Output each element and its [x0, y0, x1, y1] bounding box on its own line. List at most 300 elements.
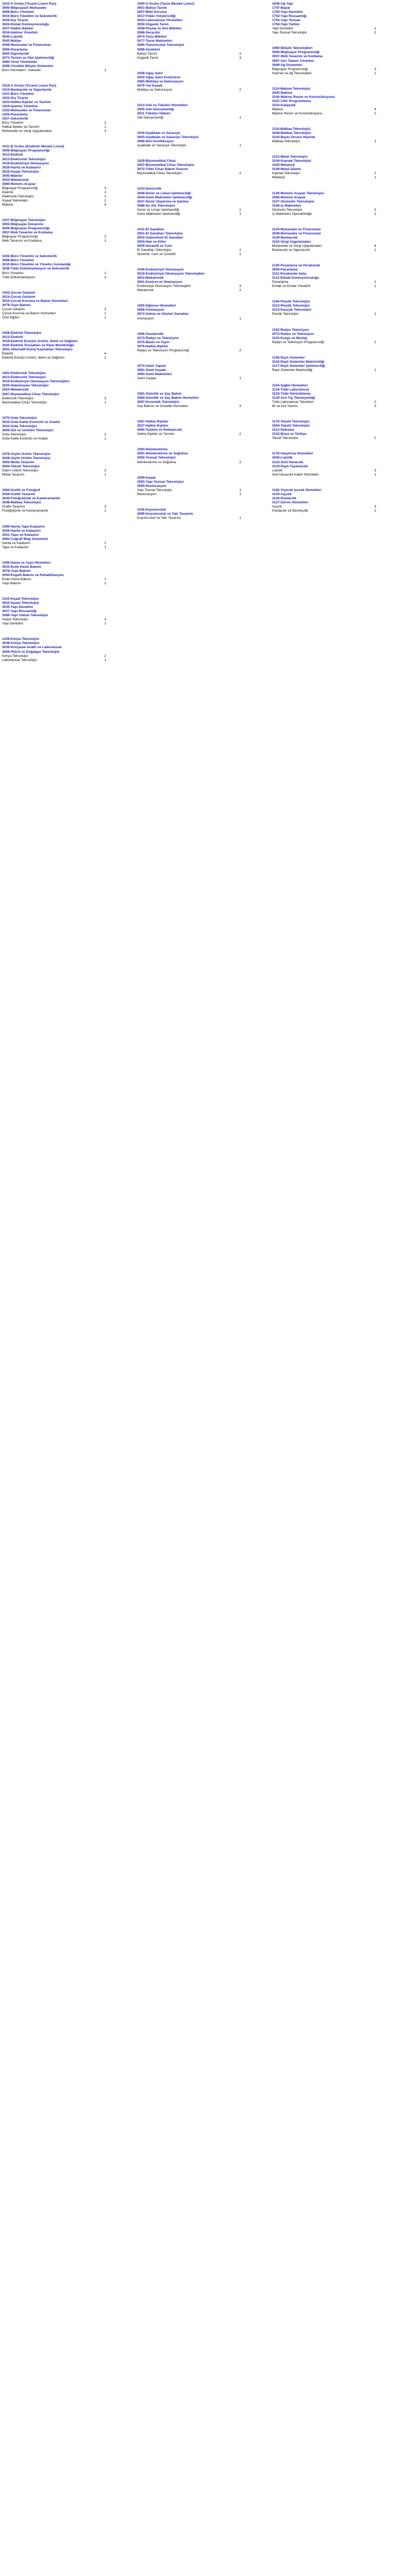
line-text: 3016-Dış Ticaret	[2, 19, 28, 23]
line-text: 3088-Su Altı Teknolojisi	[137, 204, 175, 208]
program-code-line	[2, 488, 133, 493]
program-code-line	[137, 400, 268, 404]
program-name-line	[2, 235, 133, 239]
line-text: 3013-Elektronik Teknolojisi	[2, 376, 46, 380]
program-block	[2, 84, 133, 134]
program-code-line	[2, 497, 133, 501]
line-text: 3116-Raylı Sistemler Makinistliği	[272, 360, 325, 364]
line-text: 3098-Yönetim Bilişim Sistemleri	[2, 64, 54, 68]
line-text: 1170-Tekstil Teknolojisi	[272, 420, 310, 424]
line-text: 3051-El Sanatları Teknolojisi	[137, 231, 183, 235]
program-code-line	[272, 240, 403, 244]
line-text: 3110-Vergi Uygulamaları	[272, 240, 311, 244]
line-text: 3123-Sivil Havacılık	[272, 460, 303, 464]
quota-count: 2	[239, 289, 241, 293]
line-text: 3048-Matbaa Teknolojisi	[272, 131, 311, 135]
quota-count: 1	[104, 436, 106, 440]
quota-count: 1	[104, 577, 106, 581]
line-text: Grafik Tasarımı	[2, 505, 25, 509]
program-code-line	[137, 392, 268, 396]
line-text: İş Makineleri Operatörlüğü	[272, 212, 312, 216]
quota-count: 1	[104, 239, 106, 243]
program-code-line	[2, 650, 133, 654]
program-code-line	[2, 27, 133, 31]
program-name-line	[2, 312, 133, 316]
program-code-line	[272, 135, 403, 140]
program-code-line	[2, 43, 133, 47]
quota-count: 1	[374, 312, 376, 316]
program-code-line	[137, 135, 268, 140]
program-code-line	[137, 200, 268, 204]
line-text: 3043-Laboratuvar Hizmetleri	[137, 19, 183, 23]
program-code-line	[272, 50, 403, 55]
program-code-line	[137, 19, 268, 23]
program-name-line	[2, 195, 133, 199]
line-text: 3107-Otomotiv Teknolojisi	[272, 199, 314, 204]
line-text: 3049-Muhasebe ve Finansman	[272, 231, 321, 235]
line-text: Makine	[2, 203, 13, 207]
program-code-line	[2, 561, 133, 565]
line-text: 1014-Aile ve Tüketici Hizmetleri	[137, 103, 188, 107]
line-text: Organik Tarım	[137, 56, 159, 60]
line-text: Gıda Teknolojisi	[2, 432, 26, 436]
program-code-line	[272, 236, 403, 240]
quota-count: 1	[104, 545, 106, 549]
program-name-line	[2, 437, 133, 441]
line-text: 3025-Haberleşme Teknolojisi	[2, 384, 49, 388]
program-code-line	[2, 331, 133, 335]
program-name-line	[272, 176, 403, 180]
program-block	[2, 2, 133, 73]
quota-count: 1	[239, 488, 241, 492]
program-name-line	[2, 352, 133, 356]
line-text: 3008-Büro Yönetimi	[2, 259, 34, 263]
program-code-line	[137, 108, 268, 112]
line-text: Kimya Teknolojisi	[2, 654, 28, 658]
program-code-line	[2, 259, 133, 263]
program-name-line	[2, 129, 133, 133]
line-text: 1049-Endüstriyel Otomasyon	[137, 268, 184, 272]
line-text: İklimlendirme ve Soğutma	[137, 460, 176, 464]
program-code-line	[137, 43, 268, 47]
program-code-line	[2, 39, 133, 43]
program-code-line	[272, 19, 403, 23]
program-code-line	[272, 388, 403, 392]
line-text: 3125-Aşçılık	[272, 492, 292, 496]
quota-count: 1	[239, 516, 241, 520]
line-text: 1052-Çocuk Gelişimi	[2, 291, 36, 295]
line-text: 3064-Tekstil Teknolojisi	[272, 424, 310, 428]
line-text: 1146-Plastik Teknolojisi	[272, 300, 310, 304]
line-text: 3012-Elektrik	[2, 153, 23, 157]
line-text: 3118-Tıbbi Laboratuvar	[272, 387, 310, 392]
line-text: 1019-Bankacılık ve Sigortacılık	[2, 88, 52, 92]
line-text: 3002-Ağaç İşleri Endüstrisi	[137, 75, 181, 79]
program-name-line	[272, 280, 403, 284]
program-code-line	[2, 166, 133, 170]
program-code-line	[2, 64, 133, 69]
line-text: 3104-Kaynak Teknolojisi	[272, 159, 312, 163]
program-block	[272, 488, 403, 513]
line-text: 1008-Ağaç İşleri	[137, 71, 163, 75]
program-code-line	[2, 218, 133, 223]
line-text: 3093-Yapı Tesisat Teknolojisi	[137, 480, 184, 484]
line-text: 3084-Güzellik ve Saç Bakım Hizmetleri	[137, 396, 199, 400]
quota-count: 2	[104, 541, 106, 545]
quota-count: 3	[374, 404, 376, 409]
program-block	[137, 104, 268, 120]
line-text: 3058-Peyzaj ve Süs Bitkileri	[137, 27, 182, 31]
quota-count: 2	[104, 432, 106, 436]
program-block	[272, 328, 403, 345]
program-code-line	[272, 59, 403, 63]
program-code-line	[2, 35, 133, 39]
quota-count: 1	[374, 284, 376, 289]
line-text: 3075-Basın ve Yayın	[137, 340, 169, 344]
line-text: 3019-Endüstriyel Otomasyon Teknolojileri	[137, 272, 205, 276]
line-text: 3077-Tarım Makineleri	[137, 39, 173, 43]
program-name-line	[272, 72, 403, 76]
program-name-line	[2, 541, 133, 546]
line-text: 3032-İnşaat Teknolojisi	[2, 170, 39, 174]
program-name-line	[2, 187, 133, 191]
program-code-line	[2, 145, 133, 149]
program-code-line	[137, 476, 268, 480]
line-text: 1021-Büro Yönetimi	[2, 92, 34, 96]
program-block	[137, 420, 268, 436]
program-name-line	[272, 469, 403, 473]
program-block	[272, 155, 403, 180]
quota-count: 1	[104, 509, 106, 513]
program-name-line	[272, 27, 403, 31]
line-text: 3096-Kuyumculuk ve Takı Tasarımı	[137, 512, 193, 516]
program-code-line	[2, 573, 133, 578]
quota-count: 3	[104, 129, 106, 133]
program-code-line	[272, 159, 403, 163]
program-code-line	[272, 2, 403, 6]
program-block	[137, 332, 268, 353]
quota-count: 4	[104, 352, 106, 356]
program-code-line	[2, 303, 133, 308]
program-name-line	[2, 191, 133, 195]
line-text: 1158-Raylı Sistemler	[272, 355, 305, 360]
quota-count: 3	[104, 186, 106, 190]
line-text: Büro Hizmetleri / Sekreter	[2, 68, 41, 72]
program-name-line	[137, 349, 268, 353]
program-code-line	[137, 204, 268, 208]
program-code-line	[272, 131, 403, 135]
program-name-line	[137, 284, 268, 289]
quota-count: 3	[374, 468, 376, 472]
program-code-line	[272, 6, 403, 10]
line-text: Ayakkabı ve Saraciye Teknolojisi	[137, 144, 186, 148]
program-name-line	[2, 546, 133, 550]
line-text: Biyomedikal Cihaz Teknolojisi	[137, 172, 182, 176]
line-text: 3095-Restorasyon	[137, 484, 166, 488]
program-name-line	[137, 289, 268, 293]
line-text: İnşaat Teknolojisi	[2, 618, 28, 622]
program-code-line	[2, 537, 133, 541]
program-code-line	[2, 60, 133, 64]
line-text: 1016-Ayakkabı ve Saraciye	[137, 131, 180, 135]
line-text: 3082-Coğrafi Bilgi Sistemleri	[2, 537, 48, 541]
line-text: 3121-Dokuma	[272, 428, 294, 432]
line-text: 3100-Makine Resim ve Konstrüksiyonu	[272, 95, 335, 99]
quota-count: 1	[374, 509, 376, 513]
line-text: Pastacılık ve Ekmekçilik	[272, 509, 309, 513]
program-code-line	[272, 87, 403, 91]
program-code-line	[2, 100, 133, 105]
line-text: 3102-Kalıpçılık	[272, 103, 296, 107]
line-text: 3057-Web Tasarımı ve Kodlama	[2, 231, 53, 235]
program-name-line	[2, 618, 133, 622]
line-text: 3079-Yat İnşaatı	[137, 83, 163, 88]
program-name-line	[137, 377, 268, 381]
program-name-line	[272, 404, 403, 409]
program-code-line	[272, 228, 403, 232]
program-name-line	[137, 461, 268, 465]
line-text: El Sanatları Teknolojisi	[137, 248, 172, 252]
line-text: Elektrik Enerjisi Üretim, İletim ve Dağıtımı	[2, 356, 65, 360]
program-code-line	[2, 601, 133, 605]
line-text: 3013-Elektronik Teknolojisi	[2, 157, 46, 161]
program-code-line	[137, 512, 268, 516]
program-code-line	[272, 432, 403, 436]
program-code-line	[137, 6, 268, 10]
line-text: 3040-Lojistik	[2, 35, 23, 39]
program-name-line	[2, 658, 133, 663]
quota-count: 3	[239, 404, 241, 409]
line-text: 3009-Deniz ve Liman İşletmeciliği	[137, 191, 191, 195]
program-code-line	[2, 641, 133, 646]
line-text: Elektronik Teknolojisi	[2, 396, 34, 400]
program-block	[272, 87, 403, 116]
program-code-line	[137, 159, 268, 163]
program-name-line	[272, 473, 403, 477]
program-code-line	[137, 372, 268, 377]
line-text: 3019-Endüstriyel Otomasyon Teknolojileri	[2, 380, 70, 384]
program-code-line	[137, 39, 268, 43]
program-code-line	[2, 525, 133, 529]
line-text: 3056-Petrol ve Doğalgaz Teknolojisi	[2, 650, 60, 654]
line-text: Makine	[272, 107, 283, 111]
line-text: Radyo ve Televizyon Programcılığı	[137, 348, 190, 352]
line-text: Tapu ve Kadastro	[2, 545, 29, 549]
program-name-line	[272, 208, 403, 212]
program-code-line	[2, 299, 133, 303]
column-middle	[137, 2, 268, 532]
program-code-line	[137, 131, 268, 135]
line-text: Pazarlama	[272, 280, 289, 284]
line-text: 3067-Biyomedikal Cihaz Teknolojisi	[2, 392, 59, 396]
program-code-line	[137, 341, 268, 345]
line-text: 3069-Deri Konfeksiyon	[137, 140, 174, 144]
program-name-line	[272, 505, 403, 509]
program-code-line	[137, 268, 268, 272]
program-code-line	[2, 31, 133, 35]
line-text: 3089-Zootekni	[137, 47, 160, 52]
program-code-line	[2, 105, 133, 109]
line-text: 1122-Metal Teknolojisi	[272, 155, 308, 159]
line-text: Matbaa Teknolojisi	[272, 140, 300, 144]
quota-count: 3	[239, 284, 241, 289]
quota-count: 2	[374, 248, 376, 252]
line-text: 3117-Raylı Sistemler İşletmeciliği	[272, 364, 326, 368]
line-text: 3010-Büro Yönetimi ve Sekreterlik	[2, 14, 57, 19]
program-block	[2, 371, 133, 404]
line-text: 1081-Güzellik ve Saç Bakım	[137, 392, 182, 396]
line-text: 3040-Lojistik	[272, 456, 293, 460]
quota-count: 3	[104, 396, 106, 400]
line-text: 3065-Mobilya ve Dekorasyon	[137, 79, 184, 83]
program-code-line	[137, 167, 268, 172]
line-text: 3083-Gemi Makineleri	[137, 372, 172, 376]
program-name-line	[272, 31, 403, 35]
line-text: 3012-Elektrik	[2, 335, 23, 339]
line-text: Yapı Tesisat Teknolojisi	[137, 488, 172, 492]
program-name-line	[272, 172, 403, 176]
program-code-line	[137, 35, 268, 39]
line-text: 3080-Yerel Yönetimler	[2, 60, 38, 64]
line-text: 1023-Halkla İlişkiler ve Tanıtım	[2, 100, 51, 104]
line-text: 3103-Baskı Öncesi Hazırlık	[272, 135, 315, 140]
line-text: Elektronik Teknolojisi	[2, 194, 34, 198]
line-text: 1037-Bilgisayar Teknolojisi	[2, 218, 46, 223]
program-name-line	[272, 67, 403, 72]
program-code-line	[272, 501, 403, 505]
line-text: Tıbbi Laboratuvar Teknikleri	[272, 400, 314, 404]
program-code-line	[272, 46, 403, 50]
quota-count: 1	[104, 658, 106, 662]
program-code-line	[137, 84, 268, 88]
line-text: Yapı Tesisat Teknolojisi	[272, 31, 307, 35]
program-code-line	[137, 345, 268, 349]
program-code-line	[137, 187, 268, 191]
program-name-line	[272, 312, 403, 316]
program-name-line	[137, 212, 268, 216]
quota-count: 2	[239, 52, 241, 56]
program-code-line	[137, 272, 268, 276]
program-block	[137, 2, 268, 60]
line-text: Aile Danışmanlığı	[137, 116, 164, 120]
quota-count: 3	[374, 67, 376, 71]
line-text: Muhasebe ve Vergi Uygulamaları	[272, 244, 323, 248]
line-text: 3005-Aile Danışmanlığı	[137, 107, 174, 111]
quota-count: 1	[104, 125, 106, 129]
program-code-line	[2, 335, 133, 340]
line-text: Yapı Denetimi	[272, 27, 293, 31]
quota-count: 2	[104, 190, 106, 194]
program-code-line	[2, 182, 133, 187]
program-code-line	[137, 31, 268, 35]
line-text: 3027-Halkla İlişkiler	[2, 27, 33, 31]
line-text: Seramik, Cam ve Çinicilik	[137, 252, 176, 257]
program-block	[137, 228, 268, 257]
line-text: 3055-Pazarlama	[272, 268, 298, 272]
line-text: Çocuk Koruma ve Bakım Hizmetleri	[2, 311, 56, 315]
line-text: İnternet ve Ağ Teknolojileri	[272, 71, 312, 75]
line-text: 1055-Eğlence Hizmetleri	[137, 304, 176, 308]
quota-count: 3	[104, 618, 106, 622]
line-text: 1027-Sekreterlik	[2, 117, 28, 121]
program-block	[137, 268, 268, 293]
program-code-line	[137, 452, 268, 456]
program-name-line	[137, 252, 268, 257]
line-text: 3086-Yapı Yalıtım Teknolojisi	[2, 614, 48, 618]
program-code-line	[2, 609, 133, 614]
line-text: Moda Tasarımı	[2, 473, 25, 477]
line-text: 1040-Ağ Yapı	[272, 2, 293, 6]
quota-count: 1	[104, 473, 106, 477]
program-code-line	[2, 605, 133, 609]
quota-count: 1	[374, 176, 376, 180]
line-text: 3035-Yapı Denetimi	[2, 605, 33, 609]
quota-count: 2	[104, 582, 106, 586]
program-code-line	[272, 95, 403, 99]
program-block	[272, 384, 403, 409]
line-text: 3046-Süt ve Ürünleri Teknolojisi	[2, 428, 54, 432]
line-text: Halkla İlişkiler ve Tanıtım	[2, 125, 40, 129]
line-text: 3067-Biyomedikal Cihaz Teknolojisi	[137, 163, 194, 167]
program-code-line	[2, 178, 133, 182]
line-text: 3062-Moda Tasarımı	[2, 461, 35, 465]
program-code-line	[272, 91, 403, 95]
program-code-line	[137, 244, 268, 248]
program-code-line	[2, 452, 133, 456]
quota-count: 2	[104, 275, 106, 279]
quota-count: 2	[239, 172, 241, 176]
line-text: 3078-Yaşlı Bakımı	[2, 569, 31, 573]
line-text: 3031-Tapu ve Kadastro	[2, 533, 39, 537]
line-text: 3039-Kimyasal Analiz ve Laboratuvar	[2, 646, 62, 650]
line-text: 3004-Bilgisayar Donanımı	[2, 223, 44, 227]
program-code-line	[137, 228, 268, 232]
line-text: 3109-Bankacılık	[272, 235, 298, 240]
line-text: 3113-Plastik Teknolojisi	[272, 304, 310, 308]
program-name-line	[2, 509, 133, 513]
quota-count: 3	[104, 505, 106, 509]
line-text: Kuyumculuk ve Takı Tasarımı	[137, 516, 181, 520]
line-text: 1041-El Sanatları	[137, 227, 164, 231]
program-code-line	[272, 493, 403, 497]
line-text: 1093-İklimlendirme	[137, 448, 168, 452]
line-text: Halkla İlişkiler ve Tanıtım	[137, 432, 175, 436]
program-code-line	[272, 364, 403, 368]
program-name-line	[2, 239, 133, 243]
line-text: Sivil Havacılık Kabin Hizmetleri	[272, 472, 319, 477]
line-text: 1176-Ulaştırma Hizmetleri	[272, 452, 313, 456]
program-code-line	[137, 23, 268, 27]
line-text: 1045-Büro Yönetimi ve Sekreterlik	[2, 255, 57, 259]
program-name-line	[272, 248, 403, 252]
program-block	[2, 291, 133, 320]
line-text: 3053-Mekatronik	[2, 388, 29, 392]
line-text: Makine Resim ve Konstrüksiyonu	[272, 111, 323, 115]
program-code-line	[2, 493, 133, 497]
program-block	[2, 525, 133, 550]
quota-count: 1	[104, 400, 106, 404]
line-text: 3017-Fidan Yetiştiriciliği	[137, 14, 176, 19]
quota-count: 3	[104, 307, 106, 311]
line-text: 3094-Engelli Bakımı ve Rehabilitasyon	[2, 573, 64, 577]
quota-count: 2	[374, 280, 376, 284]
program-code-line	[2, 376, 133, 380]
line-text: 3122-Boya ve Terbiye	[272, 432, 307, 436]
line-text: 3018-Elektrik Enerjisi Üretim, İletim ve Dağıtımı	[2, 340, 78, 344]
line-text: 3070-Tıbbi Cihaz Bakım Onarım	[137, 167, 188, 172]
line-text: 1750-Yapı Denetimi	[272, 10, 303, 14]
line-text: 1152-Radyo Televizyon	[272, 328, 309, 332]
